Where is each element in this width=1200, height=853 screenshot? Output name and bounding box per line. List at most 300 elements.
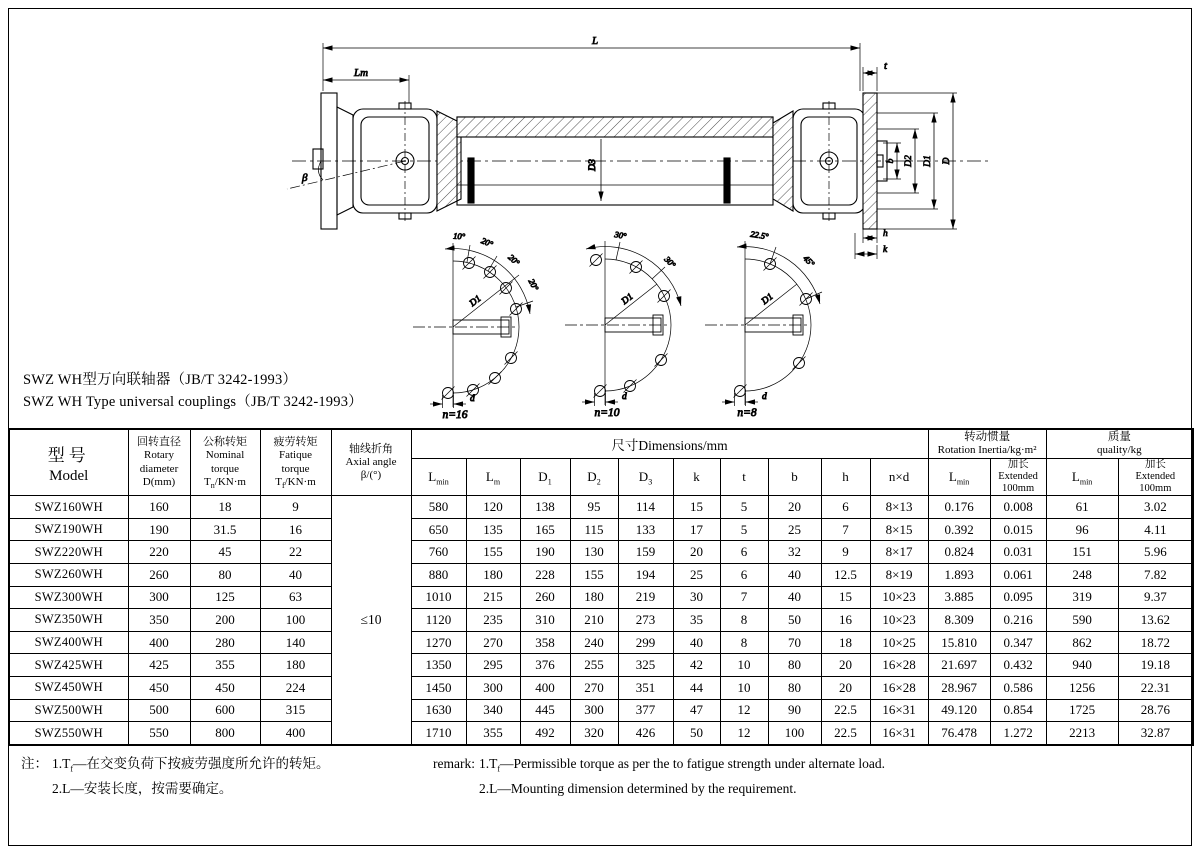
table-cell: 155 bbox=[466, 541, 520, 564]
table-cell: 200 bbox=[190, 609, 260, 632]
table-cell: 450 bbox=[128, 676, 190, 699]
hole-dia-label: d bbox=[622, 392, 627, 402]
table-cell: 96 bbox=[1046, 518, 1118, 541]
angle-label: 45° bbox=[801, 253, 817, 269]
table-cell: 80 bbox=[768, 654, 821, 677]
table-cell: 260 bbox=[128, 564, 190, 587]
table-cell: 9 bbox=[260, 496, 331, 519]
col-header-inertia-Lmin: $L_{min}$ bbox=[928, 459, 990, 496]
axial-angle-value-cell: ≤10 bbox=[331, 496, 411, 745]
header-line: diameter bbox=[139, 462, 179, 475]
table-cell: 0.347 bbox=[990, 631, 1046, 654]
bolt-circle-label: D1 bbox=[468, 293, 484, 309]
table-row bbox=[9, 676, 1193, 699]
table-cell: 355 bbox=[466, 722, 520, 745]
model-cell: SWZ160WH bbox=[9, 496, 128, 519]
table-cell: 310 bbox=[520, 609, 570, 632]
table-cell: 880 bbox=[411, 564, 466, 587]
dim-label-k: k bbox=[883, 245, 888, 255]
table-cell: 0.008 bbox=[990, 496, 1046, 519]
table-cell: 235 bbox=[466, 609, 520, 632]
table-cell: 500 bbox=[128, 699, 190, 722]
table-cell: 15 bbox=[821, 586, 870, 609]
dim-label-L: L bbox=[591, 35, 599, 47]
table-cell: 3.02 bbox=[1118, 496, 1193, 519]
col-header-fatigue-torque bbox=[260, 429, 331, 496]
title-cn: SWZ WH型万向联轴器（JB/T 3242-1993） bbox=[23, 372, 298, 388]
dim-label-D2: D2 bbox=[904, 155, 914, 167]
table-cell: 8×17 bbox=[870, 541, 928, 564]
table-cell: 8.309 bbox=[928, 609, 990, 632]
table-cell: 35 bbox=[673, 609, 720, 632]
table-cell: 18.72 bbox=[1118, 631, 1193, 654]
table-cell: 1630 bbox=[411, 699, 466, 722]
table-cell: 492 bbox=[520, 722, 570, 745]
tube-seal-left bbox=[468, 158, 474, 203]
col-header-D1: $D_1$ bbox=[520, 459, 570, 496]
table-cell: 8×13 bbox=[870, 496, 928, 519]
table-cell: 550 bbox=[128, 722, 190, 745]
table-cell: 61 bbox=[1046, 496, 1118, 519]
table-cell: 95 bbox=[570, 496, 618, 519]
table-cell: 30 bbox=[673, 586, 720, 609]
table-cell: 32.87 bbox=[1118, 722, 1193, 745]
table-cell: 70 bbox=[768, 631, 821, 654]
table-cell: 400 bbox=[128, 631, 190, 654]
hole-dia-label: d bbox=[762, 392, 767, 402]
table-cell: 6 bbox=[821, 496, 870, 519]
table-cell: 0.586 bbox=[990, 676, 1046, 699]
hole-count-label: n=16 bbox=[442, 409, 468, 421]
note-cn-line1: $1.T_f—$在交变负荷下按疲劳强度所允许的转矩。 bbox=[52, 756, 330, 774]
table-cell: 10×25 bbox=[870, 631, 928, 654]
table-cell: 445 bbox=[520, 699, 570, 722]
col-header-t: t bbox=[720, 459, 768, 496]
angle-label: 20° bbox=[526, 276, 541, 293]
table-cell: 159 bbox=[618, 541, 673, 564]
col-header-inertia-extended: 加长 Extended 100mm bbox=[990, 459, 1046, 496]
table-cell: 16×28 bbox=[870, 654, 928, 677]
note-cn bbox=[21, 754, 330, 798]
table-cell: 42 bbox=[673, 654, 720, 677]
table-row bbox=[9, 722, 1193, 745]
model-header-cn: 型号 bbox=[47, 445, 90, 465]
table-cell: 0.176 bbox=[928, 496, 990, 519]
header-line: 转动惯量 bbox=[964, 431, 1011, 443]
table-cell: 800 bbox=[190, 722, 260, 745]
table-cell: 8×15 bbox=[870, 518, 928, 541]
table-cell: 16×31 bbox=[870, 722, 928, 745]
table-cell: 0.031 bbox=[990, 541, 1046, 564]
col-group-rotation-inertia bbox=[928, 429, 1046, 459]
title-block bbox=[23, 369, 363, 413]
table-cell: 180 bbox=[260, 654, 331, 677]
page-border-frame bbox=[8, 8, 1192, 846]
col-header-quality-extended: 加长 Extended 100mm bbox=[1118, 459, 1193, 496]
table-cell: 28.967 bbox=[928, 676, 990, 699]
table-cell: 15 bbox=[673, 496, 720, 519]
col-group-dimensions: 尺寸Dimensions/mm bbox=[411, 429, 928, 459]
dim-label-D: D bbox=[942, 157, 952, 165]
header-line: Rotary bbox=[144, 449, 174, 462]
table-cell: 315 bbox=[260, 699, 331, 722]
table-cell: 1010 bbox=[411, 586, 466, 609]
table-cell: 400 bbox=[260, 722, 331, 745]
table-cell: 76.478 bbox=[928, 722, 990, 745]
table-cell: 0.432 bbox=[990, 654, 1046, 677]
table-cell: 22 bbox=[260, 541, 331, 564]
dim-label-b: b bbox=[886, 158, 896, 164]
table-cell: 63 bbox=[260, 586, 331, 609]
bolt-circle-label: D1 bbox=[620, 291, 636, 307]
table-cell: 319 bbox=[1046, 586, 1118, 609]
table-cell: 3.885 bbox=[928, 586, 990, 609]
header-line: Axial angle bbox=[345, 456, 397, 469]
table-cell: 100 bbox=[260, 609, 331, 632]
table-cell: 248 bbox=[1046, 564, 1118, 587]
table-cell: 255 bbox=[570, 654, 618, 677]
header-line: Rotation Inertia/kg·m² bbox=[937, 444, 1037, 457]
table-row bbox=[9, 586, 1193, 609]
table-cell: 320 bbox=[570, 722, 618, 745]
table-cell: 8×19 bbox=[870, 564, 928, 587]
table-cell: 9 bbox=[821, 541, 870, 564]
table-cell: 376 bbox=[520, 654, 570, 677]
table-cell: 1120 bbox=[411, 609, 466, 632]
table-cell: 80 bbox=[190, 564, 260, 587]
table-cell: 0.824 bbox=[928, 541, 990, 564]
table-cell: 300 bbox=[570, 699, 618, 722]
table-cell: 6 bbox=[720, 541, 768, 564]
table-cell: 5.96 bbox=[1118, 541, 1193, 564]
table-cell: 190 bbox=[128, 518, 190, 541]
table-cell: 22.5 bbox=[821, 722, 870, 745]
table-row bbox=[9, 496, 1193, 519]
note-en-line2: 2.L—Mounting dimension determined by the requirement. bbox=[478, 780, 797, 796]
table-cell: 270 bbox=[466, 631, 520, 654]
header-line: 质量 bbox=[1107, 431, 1131, 443]
bolt-circle-label: D1 bbox=[760, 291, 776, 307]
tube-wall-section bbox=[457, 117, 773, 137]
table-cell: 28.76 bbox=[1118, 699, 1193, 722]
table-cell: 31.5 bbox=[190, 518, 260, 541]
table-cell: 13.62 bbox=[1118, 609, 1193, 632]
model-cell: SWZ500WH bbox=[9, 699, 128, 722]
right-tube-flange-section bbox=[773, 111, 793, 211]
table-row bbox=[9, 541, 1193, 564]
table-cell: 12 bbox=[720, 699, 768, 722]
table-cell: 20 bbox=[768, 496, 821, 519]
model-header-en: Model bbox=[49, 467, 89, 484]
table-cell: 20 bbox=[821, 654, 870, 677]
note-cn-label: 注： bbox=[21, 756, 48, 771]
model-cell: SWZ300WH bbox=[9, 586, 128, 609]
table-cell: 215 bbox=[466, 586, 520, 609]
table-cell: 0.095 bbox=[990, 586, 1046, 609]
table-row bbox=[9, 564, 1193, 587]
table-cell: 194 bbox=[618, 564, 673, 587]
table-cell: 219 bbox=[618, 586, 673, 609]
table-cell: 760 bbox=[411, 541, 466, 564]
col-header-D3: $D_3$ bbox=[618, 459, 673, 496]
table-cell: 1.272 bbox=[990, 722, 1046, 745]
table-cell: 350 bbox=[128, 609, 190, 632]
table-cell: 16×31 bbox=[870, 699, 928, 722]
dim-label-h: h bbox=[883, 229, 888, 239]
angle-label: 30° bbox=[662, 254, 678, 270]
table-cell: 160 bbox=[128, 496, 190, 519]
note-cn-line2: 2.L—安装长度，按需要确定。 bbox=[52, 780, 233, 796]
table-cell: 50 bbox=[673, 722, 720, 745]
table-cell: 125 bbox=[190, 586, 260, 609]
table-cell: 155 bbox=[570, 564, 618, 587]
coupling-technical-drawing bbox=[9, 9, 1191, 423]
angle-label: 30° bbox=[613, 229, 628, 242]
model-cell: SWZ425WH bbox=[9, 654, 128, 677]
table-cell: 325 bbox=[618, 654, 673, 677]
table-cell: 1350 bbox=[411, 654, 466, 677]
table-cell: 425 bbox=[128, 654, 190, 677]
table-cell: 1450 bbox=[411, 676, 466, 699]
table-cell: 130 bbox=[570, 541, 618, 564]
hole-dia-label: d bbox=[470, 394, 475, 404]
table-cell: 47 bbox=[673, 699, 720, 722]
table-cell: 9.37 bbox=[1118, 586, 1193, 609]
col-header-b: b bbox=[768, 459, 821, 496]
symbol-sub: n bbox=[210, 481, 215, 491]
table-cell: 40 bbox=[768, 586, 821, 609]
table-cell: 100 bbox=[768, 722, 821, 745]
table-cell: 0.854 bbox=[990, 699, 1046, 722]
col-header-h: h bbox=[821, 459, 870, 496]
table-cell: 115 bbox=[570, 518, 618, 541]
table-cell: 273 bbox=[618, 609, 673, 632]
table-cell: 114 bbox=[618, 496, 673, 519]
header-line: 回转直径 bbox=[137, 436, 181, 449]
table-cell: 355 bbox=[190, 654, 260, 677]
table-cell: 7 bbox=[720, 586, 768, 609]
spec-table bbox=[8, 428, 1194, 746]
table-cell: 90 bbox=[768, 699, 821, 722]
header-line: Nominal bbox=[205, 449, 245, 462]
table-cell: 450 bbox=[190, 676, 260, 699]
table-cell: 7.82 bbox=[1118, 564, 1193, 587]
header-symbol bbox=[261, 476, 331, 489]
header-line: 疲劳转矩 bbox=[273, 436, 318, 449]
table-cell: 590 bbox=[1046, 609, 1118, 632]
table-cell: 377 bbox=[618, 699, 673, 722]
table-cell: 580 bbox=[411, 496, 466, 519]
table-cell: 16 bbox=[821, 609, 870, 632]
col-header-nxd: n×d bbox=[870, 459, 928, 496]
header-line: β/(°) bbox=[360, 469, 382, 482]
table-cell: 10×23 bbox=[870, 609, 928, 632]
table-cell: 400 bbox=[520, 676, 570, 699]
table-cell: 12 bbox=[720, 722, 768, 745]
hole-count-label: n=10 bbox=[594, 407, 620, 419]
table-cell: 2213 bbox=[1046, 722, 1118, 745]
model-cell: SWZ260WH bbox=[9, 564, 128, 587]
header-symbol bbox=[191, 476, 260, 489]
flange-view-n8 bbox=[705, 229, 822, 419]
dim-label-D3: D3 bbox=[588, 159, 598, 171]
table-cell: 862 bbox=[1046, 631, 1118, 654]
table-cell: 0.392 bbox=[928, 518, 990, 541]
table-cell: 135 bbox=[466, 518, 520, 541]
table-cell: 300 bbox=[128, 586, 190, 609]
note-en-label: remark: bbox=[433, 756, 475, 771]
table-cell: 426 bbox=[618, 722, 673, 745]
table-cell: 15.810 bbox=[928, 631, 990, 654]
symbol-pre: T bbox=[275, 475, 282, 488]
table-row bbox=[9, 518, 1193, 541]
table-cell: 140 bbox=[260, 631, 331, 654]
table-cell: 22.5 bbox=[821, 699, 870, 722]
header-line: D(mm) bbox=[142, 475, 176, 488]
table-cell: 340 bbox=[466, 699, 520, 722]
table-cell: 280 bbox=[190, 631, 260, 654]
header-line: 轴线折角 bbox=[349, 442, 393, 455]
table-cell: 1256 bbox=[1046, 676, 1118, 699]
table-row bbox=[9, 631, 1193, 654]
table-cell: 40 bbox=[768, 564, 821, 587]
table-cell: 50 bbox=[768, 609, 821, 632]
col-header-Lm: $L_m$ bbox=[466, 459, 520, 496]
table-cell: 40 bbox=[673, 631, 720, 654]
header-line: torque bbox=[210, 462, 240, 475]
angle-label: 20° bbox=[479, 235, 495, 250]
model-cell: SWZ450WH bbox=[9, 676, 128, 699]
col-header-quality-Lmin: $L_{min}$ bbox=[1046, 459, 1118, 496]
col-group-quality bbox=[1046, 429, 1193, 459]
table-cell: 300 bbox=[466, 676, 520, 699]
table-cell: 940 bbox=[1046, 654, 1118, 677]
table-cell: 6 bbox=[720, 564, 768, 587]
symbol-pre: T bbox=[204, 475, 211, 488]
table-cell: 5 bbox=[720, 518, 768, 541]
table-cell: 210 bbox=[570, 609, 618, 632]
table-cell: 20 bbox=[821, 676, 870, 699]
dim-label-beta: β bbox=[302, 172, 308, 184]
table-cell: 138 bbox=[520, 496, 570, 519]
table-cell: 650 bbox=[411, 518, 466, 541]
table-cell: 21.697 bbox=[928, 654, 990, 677]
dim-label-t: t bbox=[884, 60, 888, 72]
col-header-nominal-torque bbox=[190, 429, 260, 496]
table-cell: 7 bbox=[821, 518, 870, 541]
table-cell: 0.216 bbox=[990, 609, 1046, 632]
table-cell: 240 bbox=[570, 631, 618, 654]
spec-table-body bbox=[9, 496, 1193, 745]
model-cell: SWZ190WH bbox=[9, 518, 128, 541]
table-cell: 295 bbox=[466, 654, 520, 677]
symbol-post: /KN·m bbox=[284, 475, 316, 488]
table-cell: 0.015 bbox=[990, 518, 1046, 541]
angle-label: 10° bbox=[452, 230, 466, 242]
table-cell: 32 bbox=[768, 541, 821, 564]
table-cell: 10 bbox=[720, 676, 768, 699]
table-cell: 600 bbox=[190, 699, 260, 722]
symbol-sub: f bbox=[281, 481, 285, 491]
col-header-k: k bbox=[673, 459, 720, 496]
col-header-rotary-diameter bbox=[128, 429, 190, 496]
col-header-model bbox=[9, 429, 128, 496]
table-cell: 44 bbox=[673, 676, 720, 699]
hole-count-label: n=8 bbox=[737, 407, 757, 419]
table-cell: 151 bbox=[1046, 541, 1118, 564]
table-row bbox=[9, 654, 1193, 677]
table-cell: 260 bbox=[520, 586, 570, 609]
dim-label-D1: D1 bbox=[923, 155, 933, 167]
table-cell: 0.061 bbox=[990, 564, 1046, 587]
table-cell: 165 bbox=[520, 518, 570, 541]
table-cell: 19.18 bbox=[1118, 654, 1193, 677]
table-cell: 80 bbox=[768, 676, 821, 699]
table-cell: 270 bbox=[570, 676, 618, 699]
header-line: Fatique bbox=[279, 449, 312, 462]
table-cell: 10 bbox=[720, 654, 768, 677]
flange-view-n16 bbox=[413, 231, 541, 421]
table-cell: 120 bbox=[466, 496, 520, 519]
note-en bbox=[433, 754, 885, 798]
table-cell: 224 bbox=[260, 676, 331, 699]
table-cell: 1710 bbox=[411, 722, 466, 745]
table-cell: 1725 bbox=[1046, 699, 1118, 722]
table-cell: 5 bbox=[720, 496, 768, 519]
symbol-post: /KN·m bbox=[214, 475, 246, 488]
col-header-D2: $D_2$ bbox=[570, 459, 618, 496]
table-cell: 18 bbox=[821, 631, 870, 654]
table-cell: 16×28 bbox=[870, 676, 928, 699]
table-cell: 1.893 bbox=[928, 564, 990, 587]
angle-label: 20° bbox=[506, 252, 522, 268]
table-cell: 12.5 bbox=[821, 564, 870, 587]
angle-label: 22.5° bbox=[749, 228, 770, 242]
table-cell: 180 bbox=[466, 564, 520, 587]
table-row bbox=[9, 699, 1193, 722]
note-en-line1: $1.T_f—Permissible$ torque as per the to fatigue strength under alternate load. bbox=[478, 756, 886, 774]
table-cell: 25 bbox=[768, 518, 821, 541]
table-row bbox=[9, 609, 1193, 632]
tube-seal-right bbox=[724, 158, 730, 203]
header-line: torque bbox=[281, 462, 310, 475]
model-cell: SWZ220WH bbox=[9, 541, 128, 564]
table-cell: 16 bbox=[260, 518, 331, 541]
table-cell: 18 bbox=[190, 496, 260, 519]
table-cell: 22.31 bbox=[1118, 676, 1193, 699]
table-cell: 4.11 bbox=[1118, 518, 1193, 541]
table-cell: 45 bbox=[190, 541, 260, 564]
model-cell: SWZ350WH bbox=[9, 609, 128, 632]
table-cell: 358 bbox=[520, 631, 570, 654]
right-flange-section bbox=[863, 93, 877, 229]
col-header-axial-angle bbox=[331, 429, 411, 496]
title-en: SWZ WH Type universal couplings（JB/T 3242-1993） bbox=[23, 394, 363, 410]
table-cell: 190 bbox=[520, 541, 570, 564]
table-cell: 351 bbox=[618, 676, 673, 699]
table-cell: 25 bbox=[673, 564, 720, 587]
table-cell: 180 bbox=[570, 586, 618, 609]
dim-label-Lm: Lm bbox=[353, 67, 369, 79]
model-cell: SWZ400WH bbox=[9, 631, 128, 654]
table-cell: 10×23 bbox=[870, 586, 928, 609]
table-cell: 299 bbox=[618, 631, 673, 654]
header-line: 公称转矩 bbox=[203, 436, 247, 449]
model-cell: SWZ550WH bbox=[9, 722, 128, 745]
table-cell: 49.120 bbox=[928, 699, 990, 722]
col-header-Lmin: $L_{min}$ bbox=[411, 459, 466, 496]
table-cell: 133 bbox=[618, 518, 673, 541]
